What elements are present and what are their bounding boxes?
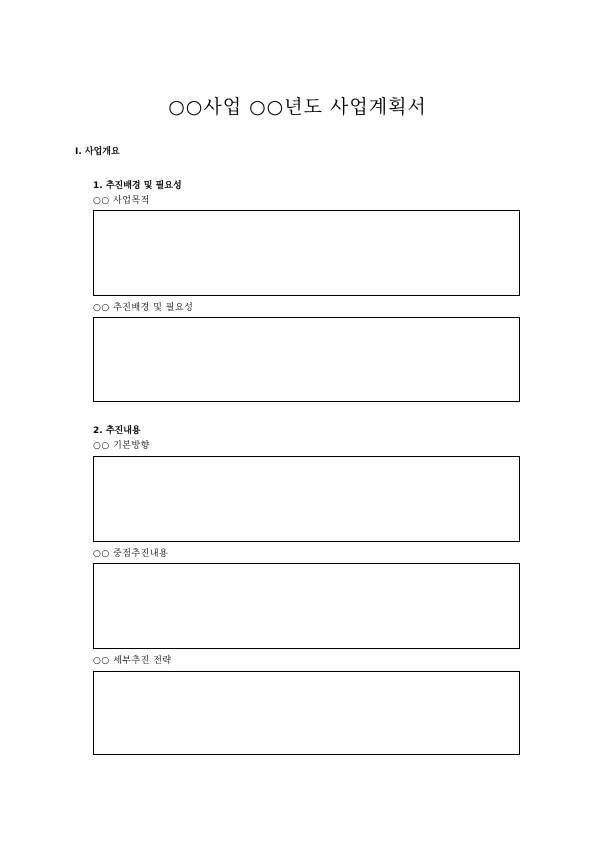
subsection-heading-content: 2. 추진내용 [93,426,141,436]
field-box-purpose[interactable] [93,210,520,296]
field-box-strategy[interactable] [93,671,520,755]
field-label-purpose: ○○ 사업목적 [93,196,150,206]
field-box-key-content[interactable] [93,563,520,649]
field-box-background[interactable] [93,317,520,402]
field-label-strategy: ○○ 세부추진 전략 [93,656,172,666]
field-box-direction[interactable] [93,456,520,542]
document-title: ○○사업 ○○년도 사업계획서 [168,96,427,118]
field-label-key-content: ○○ 중점추진내용 [93,549,169,559]
subsection-heading-background: 1. 추진배경 및 필요성 [93,181,182,191]
field-label-direction: ○○ 기본방향 [93,441,150,451]
field-label-background: ○○ 추진배경 및 필요성 [93,303,194,313]
section-heading-overview: Ⅰ. 사업개요 [75,147,120,157]
